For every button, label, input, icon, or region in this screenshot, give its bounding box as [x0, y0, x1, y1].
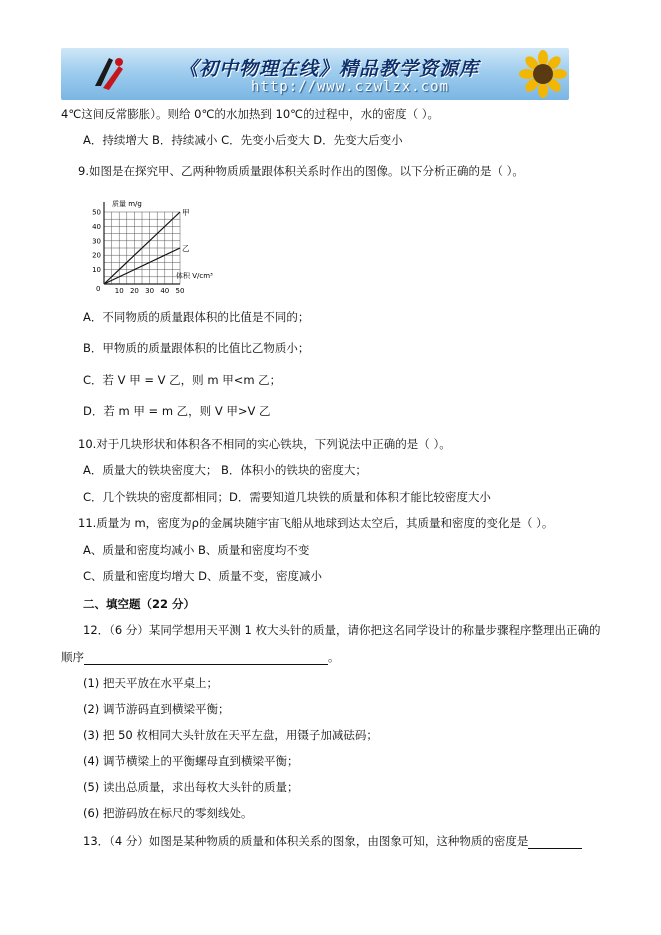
x-tick-label: 10 [114, 287, 124, 295]
section-heading-fill-in: 二、填空题（22 分） [83, 597, 196, 611]
series-label: 乙 [182, 244, 190, 253]
step-3: (3) 把 50 枚相同大头针放在天平左盘，用镊子加减砝码； [83, 728, 378, 742]
options-10cd: C．几个铁块的密度都相同；D．需要知道几块铁的质量和体积才能比较密度大小 [83, 490, 491, 504]
x-tick-label: 50 [175, 287, 185, 295]
order-label: 顺序 [61, 650, 84, 664]
header-banner [61, 48, 569, 100]
y-tick-label: 10 [92, 266, 101, 275]
question-11-stem: 11.质量为 m，密度为ρ的金属块随宇宙飞船从地球到达太空后，其质量和密度的变化是（ ）。 [78, 516, 554, 530]
question-13-stem: 13．（4 分）如图是某种物质的质量和体积关系的图象，由图象可知，这种物质的密度是 [83, 834, 529, 848]
option-9a: A．不同物质的质量跟体积的比值是不同的； [83, 310, 310, 324]
banner-title: 《初中物理在线》精品教学资源库 [179, 58, 480, 80]
y-tick-label: 50 [92, 208, 101, 217]
options-10ab: A．质量大的铁块密度大； B．体积小的铁块的密度大； [83, 463, 367, 477]
banner-url[interactable]: http://www.czwlzx.com [251, 79, 450, 95]
question-8-options: A．持续增大 B．持续减小 C．先变小后变大 D．先变大后变小 [83, 133, 403, 147]
y-tick-label: 20 [92, 251, 101, 260]
question-9-stem: 9.如图是在探究甲、乙两种物质质量跟体积关系时作出的图像。以下分析正确的是（ ）。 [78, 164, 524, 178]
y-axis-label: 质量 m/g [112, 200, 142, 208]
answer-blank-13[interactable] [528, 835, 582, 849]
step-5: (5) 读出总质量，求出每枚大头针的质量； [83, 780, 299, 794]
step-2: (2) 调节游码直到横梁平衡； [83, 702, 230, 716]
origin-label: 0 [96, 285, 101, 293]
question-8-stem-end: 4℃这间反常膨胀）。则给 0℃的水加热到 10℃的过程中，水的密度（ ）。 [61, 107, 439, 121]
answer-blank-12[interactable] [84, 651, 328, 665]
option-9c: C．若 V 甲 = V 乙，则 m 甲<m 乙； [83, 373, 282, 387]
question-13-line [83, 833, 582, 849]
logo-icon [89, 54, 129, 94]
question-12-stem: 12．（6 分）某同学想用天平测 1 枚大头针的质量，请你把这名同学设计的称量步骤程序整理出正确的 [83, 623, 601, 637]
x-tick-label: 40 [160, 287, 170, 295]
sunflower-icon [519, 50, 567, 98]
step-1: (1) 把天平放在水平桌上； [83, 676, 218, 690]
series-label: 甲 [182, 208, 190, 217]
y-tick-label: 40 [92, 222, 101, 231]
question-10-stem: 10.对于几块形状和体积各不相同的实心铁块，下列说法中正确的是（ ）。 [78, 437, 451, 451]
option-9b: B．甲物质的质量跟体积的比值比乙物质小； [83, 341, 310, 355]
options-11ab: A、质量和密度均减小 B、质量和密度均不变 [83, 543, 310, 557]
step-6: (6) 把游码放在标尺的零刻线处。 [83, 806, 253, 820]
x-tick-label: 30 [145, 287, 155, 295]
mass-volume-chart [88, 194, 228, 300]
x-tick-label: 20 [129, 287, 139, 295]
y-tick-label: 30 [92, 237, 101, 246]
question-12-order-line [61, 649, 340, 665]
option-9d: D．若 m 甲 = m 乙，则 V 甲>V 乙 [83, 404, 271, 418]
order-end: 。 [328, 650, 340, 664]
x-axis-label: 体积 V/cm³ [176, 272, 213, 280]
step-4: (4) 调节横梁上的平衡螺母直到横梁平衡； [83, 754, 299, 768]
options-11cd: C、质量和密度均增大 D、质量不变，密度减小 [83, 569, 323, 583]
